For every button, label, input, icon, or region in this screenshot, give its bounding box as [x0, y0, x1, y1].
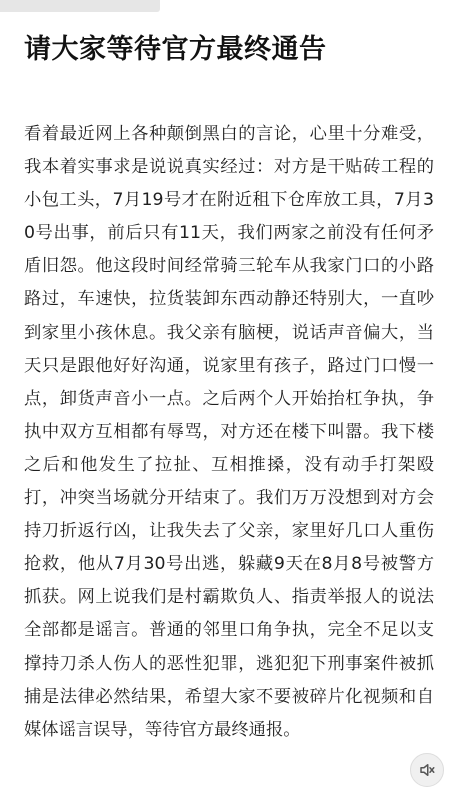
- article-body: 看着最近网上各种颠倒黑白的言论，心里十分难受，我本着实事求是说说真实经过：对方是干贴砖工程的小包工头，7月19号才在附近租下仓库放工具，7月30号出事，前后只有11天，我们两家之前没有任何矛盾旧怨。他这段时间经常骑三轮车从我家门口的小路路过，车速快，拉货装卸东西动静还特别大，一直吵到家里小孩休息。我父亲有脑梗，说话声音偏大，当天只是跟他好好沟通，说家里有孩子，路过门口慢一点，卸货声音小一点。之后两个人开始抬杠争执，争执中双方互相都有辱骂，对方还在楼下叫嚣。我下楼之后和他发生了拉扯、互相推搡，没有动手打架殴打，冲突当场就分开结束了。我们万万没想到对方会持刀折返行凶，让我失去了父亲，家里好几口人重伤抢救，他从7月30号出逃，躲藏9天在8月8号被警方抓获。网上说我们是村霸欺负人、指责举报人的说法全部都是谣言。普通的邻里口角争执，完全不足以支撑持刀杀人伤人的恶性犯罪，逃犯犯下刑事案件被抓捕是法律必然结果，希望大家不要被碎片化视频和自媒体谣言误导，等待官方最终通报。: [24, 124, 434, 740]
- mute-button[interactable]: [410, 753, 444, 787]
- speaker-muted-icon: [418, 761, 436, 779]
- page-title: 请大家等待官方最终通告: [24, 34, 327, 65]
- article: [24, 30, 434, 747]
- top-status-strip: [0, 0, 160, 12]
